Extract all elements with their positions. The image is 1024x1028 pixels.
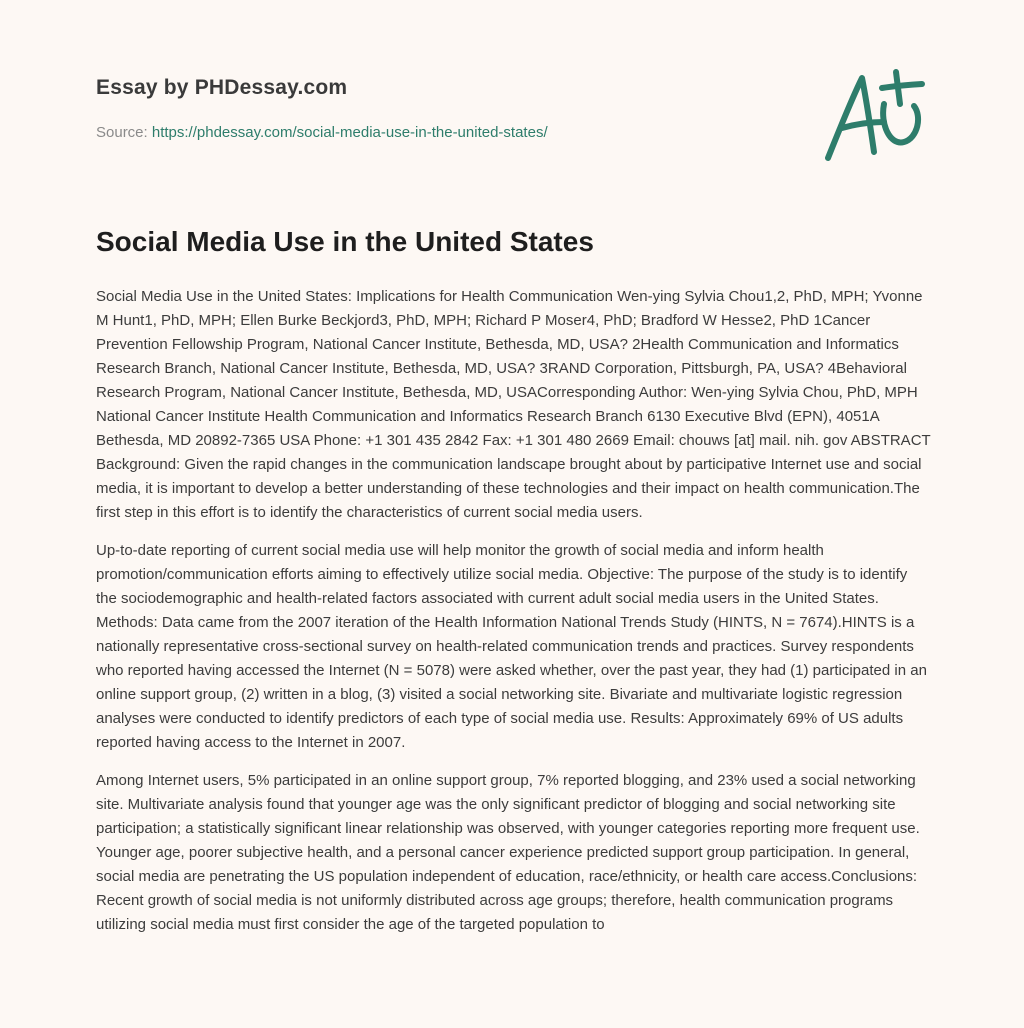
article-paragraph: Up-to-date reporting of current social media use will help monitor the growth of social media and inform health promotion/communication efforts aiming to effectively utilize social media. Objective: The purpose of the study is to identify the sociodemographic and health-related factors associated with current adult social media users in the United States. Methods: Data came from the 2007 iteration of the Health Information National Trends Study (HINTS, N = 7674).HINTS is a nationally representative cross-sectional survey on health-related communication trends and practices. Survey respondents who reported having accessed the Internet (N = 5078) were asked whether, over the past year, they had (1) participated in an online support group, (2) written in a blog, (3) visited a social networking site. Bivariate and multivariate logistic regression analyses were conducted to identify predictors of each type of social media use. Results: Approximately 69% of US adults reported having access to the Internet in 2007.: [96, 542, 927, 751]
article-title: Social Media Use in the United States: [96, 226, 594, 257]
source-label: Source:: [96, 124, 152, 141]
source-link[interactable]: https://phdessay.com/social-media-use-in-the-united-states/: [151, 124, 548, 141]
article-paragraph: Among Internet users, 5% participated in an online support group, 7% reported blogging, and 23% used a social networking site. Multivariate analysis found that younger age was the only significant predictor of blogging and social networking site participation; a statistically significant linear relationship was observed, with younger categories reporting more frequent use. Younger age, poorer subjective health, and a personal cancer experience predicted support group participation. In general, social media are penetrating the US population independent of education, race/ethnicity, or health care access.Conclusions: Recent growth of social media is not uniformly distributed across age groups; therefore, health communication programs utilizing social media must first consider the age of the targeted population to: [96, 772, 920, 933]
site-title: Essay by PHDessay.com: [96, 76, 348, 99]
article-paragraph: Social Media Use in the United States: Implications for Health Communication Wen-ying Sylvia Chou1,2, PhD, MPH; Yvonne M Hunt1, PhD, MPH; Ellen Burke Beckjord3, PhD, MPH; Richard P Moser4, PhD; Bradford W Hesse2, PhD 1Cancer Prevention Fellowship Program, National Cancer Institute, Bethesda, MD, USA? 2Health Communication and Informatics Research Branch, National Cancer Institute, Bethesda, MD, USA? 3RAND Corporation, Pittsburgh, PA, USA? 4Behavioral Research Program, National Cancer Institute, Bethesda, MD, USACorresponding Author: Wen-ying Sylvia Chou, PhD, MPH National Cancer Institute Health Communication and Informatics Research Branch 6130 Executive Blvd (EPN), 4051A Bethesda, MD 20892-7365 USA Phone: +1 301 435 2842 Fax: +1 301 480 2669 Email: chouws [at] mail. nih. gov ABSTRACT Background: Given the rapid changes in the communication landscape brought about by participative Internet use and social media, it is important to develop a better understanding of these technologies and their impact on health communication.The first step in this effort is to identify the characteristics of current social media users.: [96, 288, 931, 521]
a-plus-logo-icon: [818, 62, 930, 166]
article-body: [96, 285, 932, 951]
source-line: [96, 124, 548, 141]
